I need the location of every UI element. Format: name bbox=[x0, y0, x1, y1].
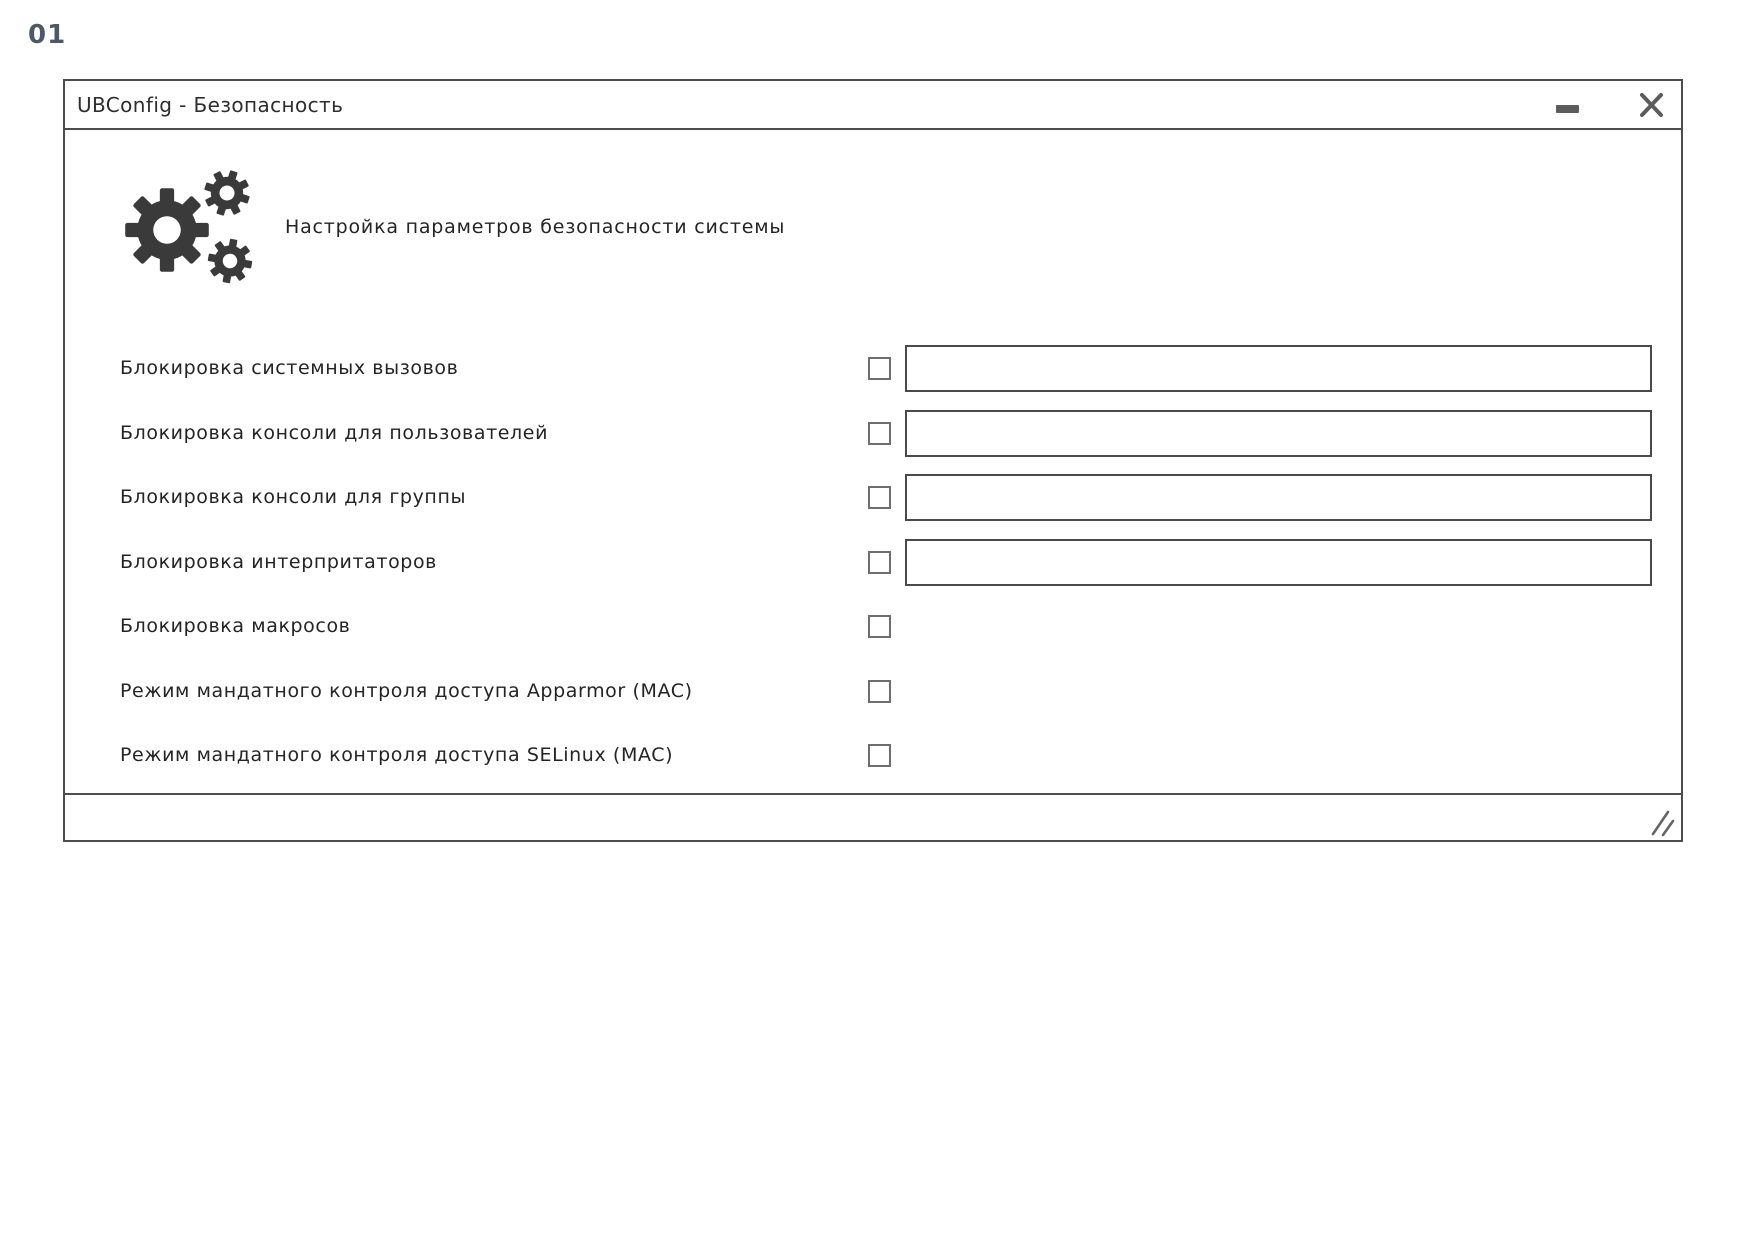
statusbar bbox=[65, 793, 1681, 840]
titlebar-controls bbox=[1547, 81, 1681, 128]
setting-checkbox[interactable] bbox=[868, 551, 891, 574]
setting-checkbox[interactable] bbox=[868, 357, 891, 380]
setting-label: Блокировка системных вызовов bbox=[120, 357, 459, 379]
setting-input[interactable] bbox=[905, 345, 1652, 392]
setting-checkbox[interactable] bbox=[868, 615, 891, 638]
setting-row bbox=[120, 603, 1652, 650]
close-icon bbox=[1638, 92, 1665, 118]
setting-row bbox=[120, 345, 1652, 392]
setting-input[interactable] bbox=[905, 474, 1652, 521]
header-title: Настройка параметров безопасности системы bbox=[285, 216, 786, 238]
window-content bbox=[65, 130, 1681, 793]
setting-input[interactable] bbox=[905, 410, 1652, 457]
slide-number: 01 bbox=[28, 20, 67, 50]
setting-checkbox[interactable] bbox=[868, 744, 891, 767]
ubconfig-window bbox=[63, 79, 1683, 842]
resize-grip-icon[interactable] bbox=[1651, 809, 1677, 837]
setting-label: Блокировка консоли для группы bbox=[120, 486, 467, 508]
setting-checkbox[interactable] bbox=[868, 422, 891, 445]
close-button[interactable] bbox=[1629, 81, 1673, 128]
setting-row bbox=[120, 410, 1652, 457]
setting-row bbox=[120, 474, 1652, 521]
setting-row bbox=[120, 668, 1652, 715]
setting-label: Блокировка интерпритаторов bbox=[120, 550, 437, 573]
setting-label: Режим мандатного контроля доступа Apparmor (MAC) bbox=[120, 679, 693, 702]
window-title: UBConfig - Безопасность bbox=[77, 92, 344, 117]
titlebar[interactable] bbox=[65, 81, 1681, 130]
setting-input[interactable] bbox=[905, 539, 1652, 586]
setting-checkbox[interactable] bbox=[868, 486, 891, 509]
setting-label: Блокировка консоли для пользователей bbox=[120, 421, 549, 444]
settings-form bbox=[65, 130, 1681, 793]
minimize-button[interactable] bbox=[1547, 81, 1587, 128]
minimize-icon bbox=[1556, 105, 1579, 113]
setting-row bbox=[120, 539, 1652, 586]
setting-checkbox[interactable] bbox=[868, 680, 891, 703]
setting-label: Режим мандатного контроля доступа SELinux (MAC) bbox=[120, 744, 674, 766]
setting-row bbox=[120, 732, 1652, 779]
setting-label: Блокировка макросов bbox=[120, 615, 351, 637]
